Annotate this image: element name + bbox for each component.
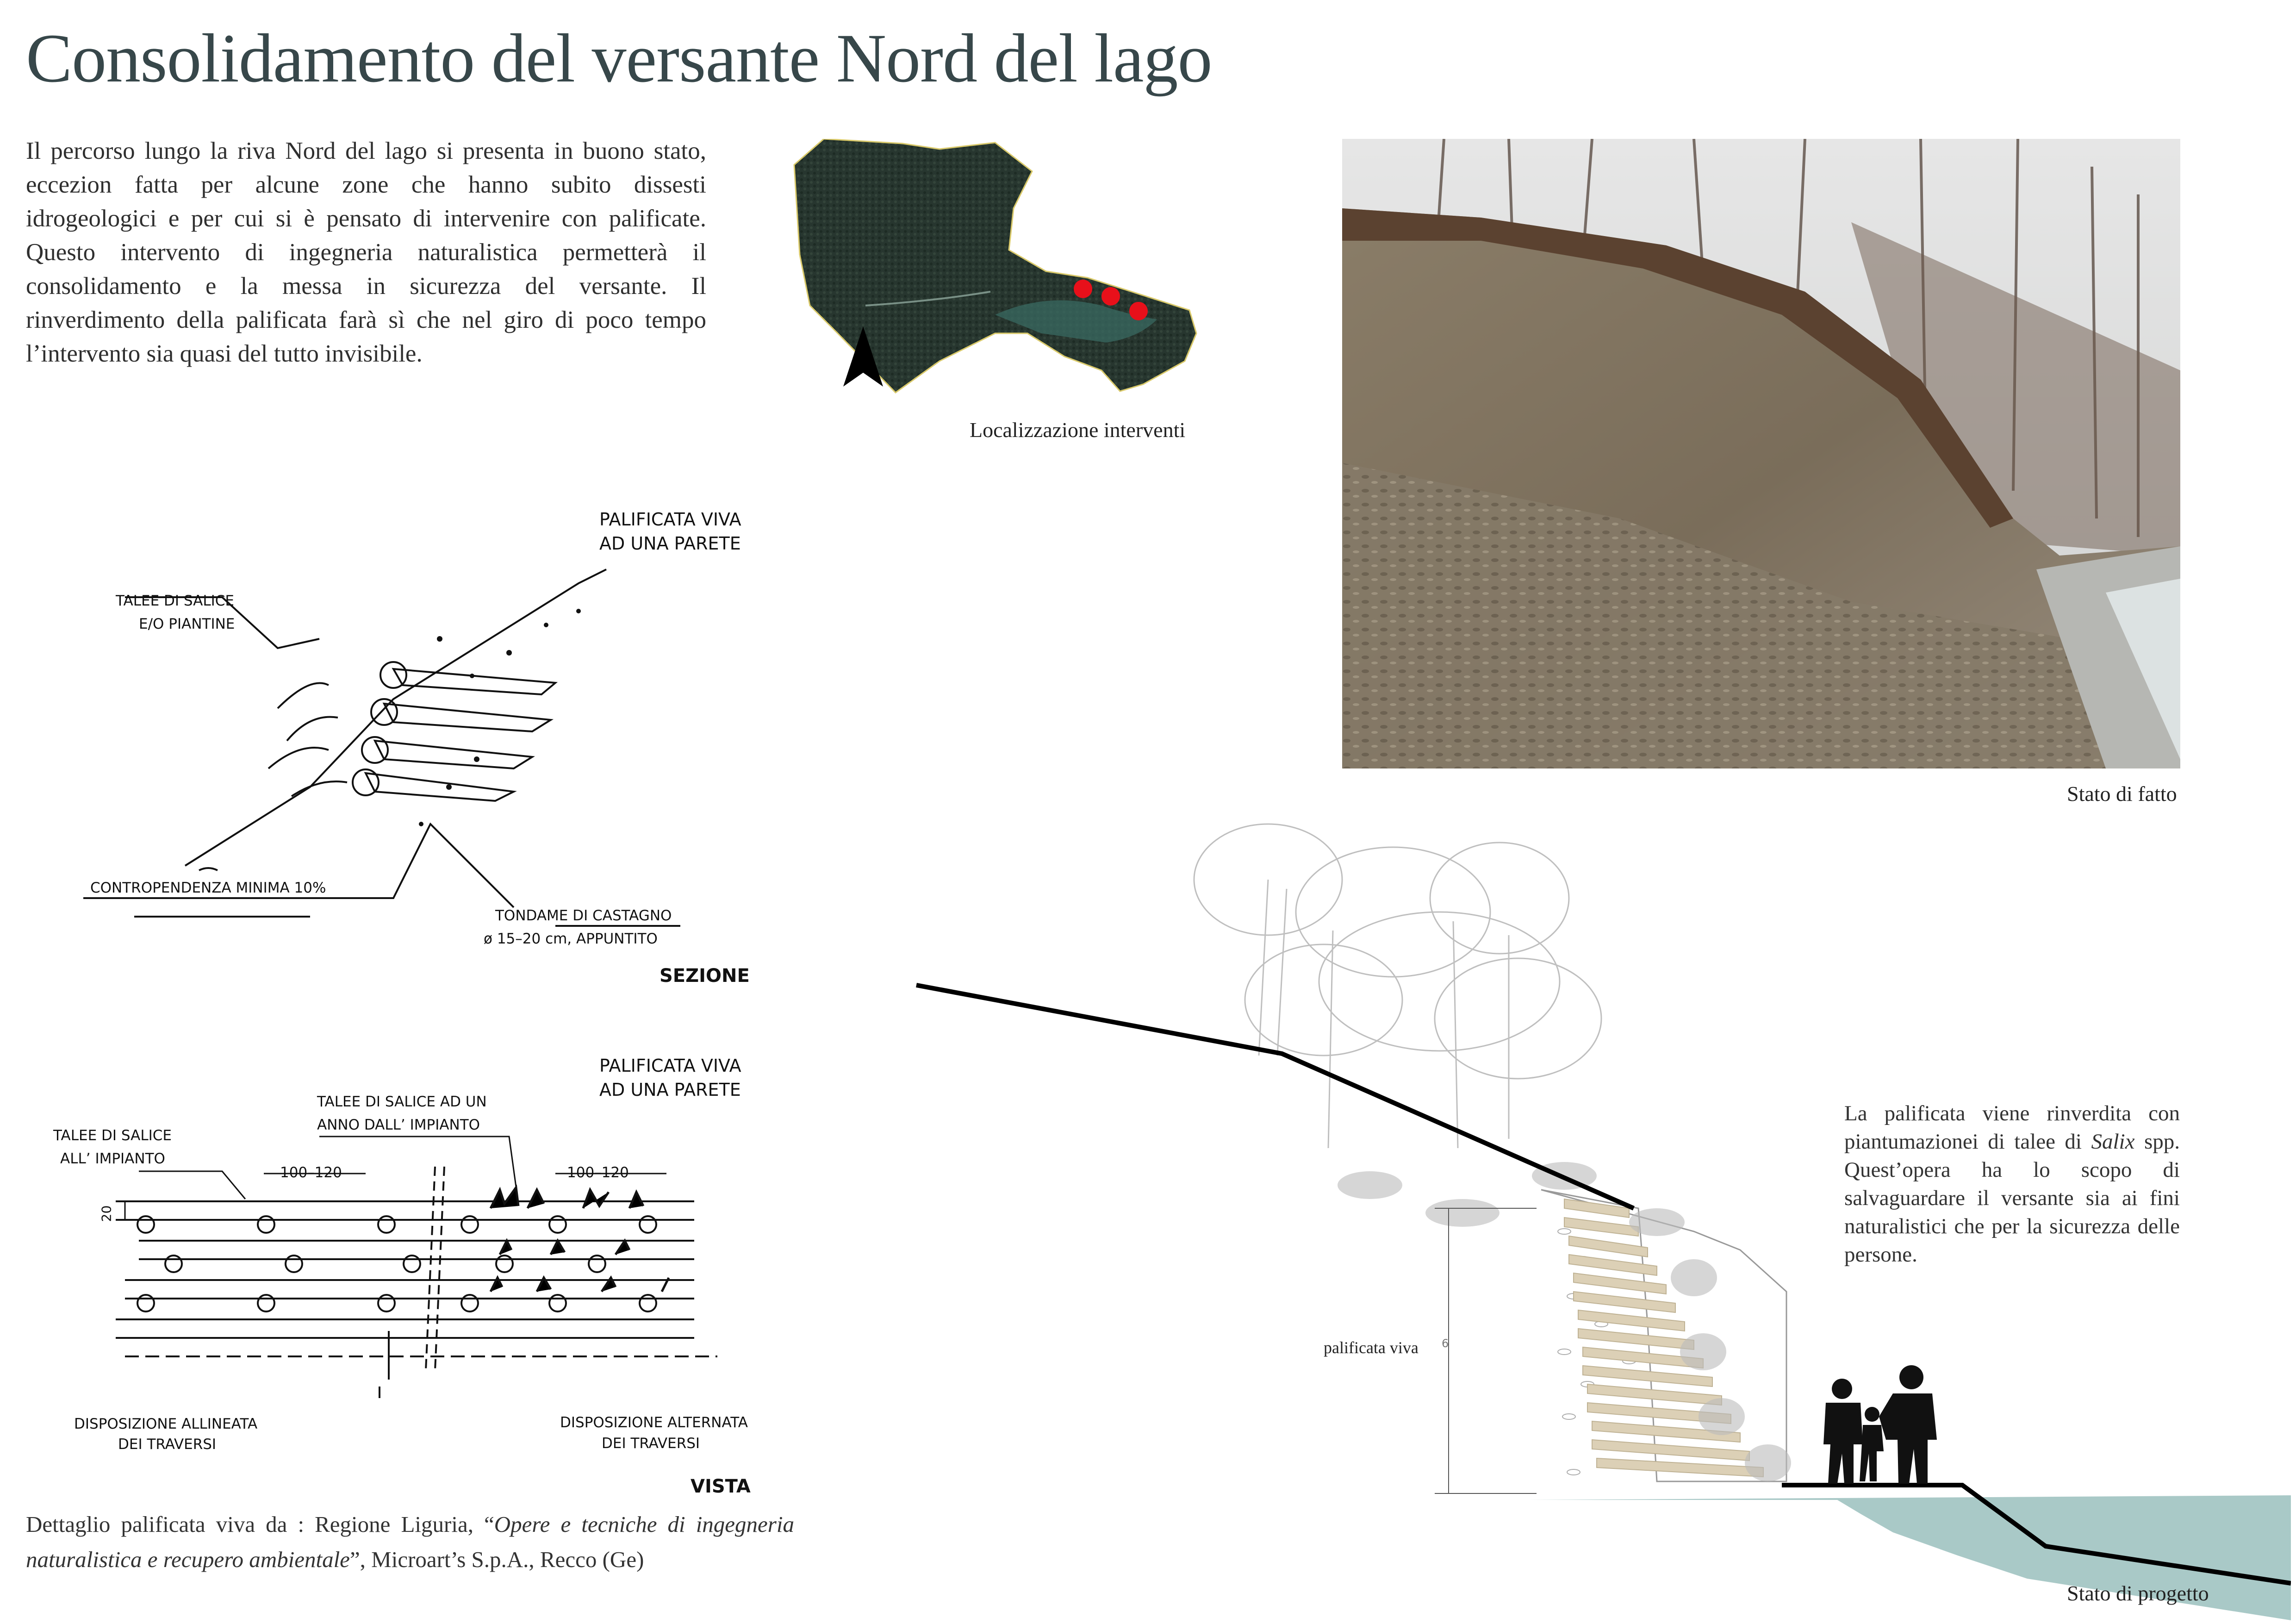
description-after: spp. Quest’opera ha lo scopo di salvaguardare il versante sia ai fini naturalistici che per la sicurezza delle persone.: [1844, 1130, 2180, 1267]
description-italic-species: Salix: [2091, 1130, 2135, 1154]
page-title: Consolidamento del versante Nord del lago: [26, 20, 1212, 97]
people-silhouettes: [1823, 1365, 1937, 1484]
view-title-line2: AD UNA PARETE: [599, 1080, 741, 1100]
label-alternata-1: DISPOSIZIONE ALTERNATA: [560, 1414, 748, 1431]
section-title-line2: AD UNA PARETE: [599, 533, 741, 554]
label-talee-impianto-2: ALL’ IMPIANTO: [60, 1150, 165, 1167]
label-alternata-2: DEI TRAVERSI: [602, 1435, 700, 1452]
intervention-marker: [1074, 280, 1092, 298]
label-talee-anno-2: ANNO DALL’ IMPIANTO: [317, 1117, 480, 1133]
intervention-marker: [1129, 302, 1148, 320]
label-allineata-2: DEI TRAVERSI: [118, 1436, 217, 1453]
location-map: [787, 139, 1203, 398]
project-description: [1844, 1099, 2180, 1269]
view-drawing: [46, 1046, 787, 1509]
section-drawing: [69, 500, 764, 1009]
label-allineata-1: DISPOSIZIONE ALLINEATA: [74, 1416, 258, 1432]
north-arrow-icon: [842, 326, 884, 387]
dimension-value: 6: [1442, 1337, 1449, 1350]
label-talee-anno-1: TALEE DI SALICE AD UN: [317, 1093, 487, 1110]
palificata-section-sketch: [69, 500, 764, 1009]
footnote-source: [26, 1507, 794, 1577]
photo-caption: Stato di fatto: [2067, 782, 2177, 806]
label-sezione: SEZIONE: [660, 965, 750, 987]
map-caption: Localizzazione interventi: [970, 418, 1186, 442]
label-diametro: ø 15–20 cm, APPUNTITO: [484, 931, 658, 947]
view-title-line1: PALIFICATA VIVA: [599, 1056, 741, 1076]
description-before: La palificata viene rinverdita con piantumazionei di talee di: [1844, 1101, 2180, 1154]
label-talee-salice: TALEE DI SALICE: [116, 593, 235, 609]
dimension-left: 100–120: [280, 1164, 342, 1181]
intro-paragraph: Il percorso lungo la riva Nord del lago si presenta in buono stato, eccezion fatta per alcune zone che hanno subito dissesti idrogeologici e per cui si è pensato di intervenire con palificate. Questo intervento di ingegneria naturalistica permetterà il consolidamento e la messa in sicurezza del versante. Il rinverdimento della palificata farà sì che nel giro di poco tempo l’intervento sia quasi del tutto invisibile.: [26, 137, 706, 367]
label-tondame: TONDAME DI CASTAGNO: [495, 907, 672, 924]
section-title-line1: PALIFICATA VIVA: [599, 509, 741, 530]
dimension-right: 100–120: [567, 1164, 629, 1181]
label-piantine: E/O PIANTINE: [139, 616, 235, 632]
label-palificata-viva: palificata viva: [1324, 1338, 1419, 1357]
label-contropendenza: CONTROPENDENZA MINIMA 10%: [90, 880, 326, 896]
footnote-italic-title: Opere e tecniche di ingegneria naturalistica e recupero ambientale: [26, 1512, 794, 1572]
footnote-prefix: Dettaglio palificata viva da : Regione Liguria, “: [26, 1512, 494, 1537]
dimension-height: 20: [99, 1205, 114, 1222]
label-vista: VISTA: [691, 1476, 751, 1497]
site-photo: [1342, 139, 2180, 768]
project-caption: Stato di progetto: [2067, 1581, 2209, 1605]
footnote-suffix: ”, Microart’s S.p.A., Recco (Ge): [349, 1547, 644, 1572]
label-talee-impianto-1: TALEE DI SALICE: [53, 1127, 172, 1144]
intervention-marker: [1101, 287, 1120, 306]
landslide-photo-image: [1342, 139, 2180, 768]
